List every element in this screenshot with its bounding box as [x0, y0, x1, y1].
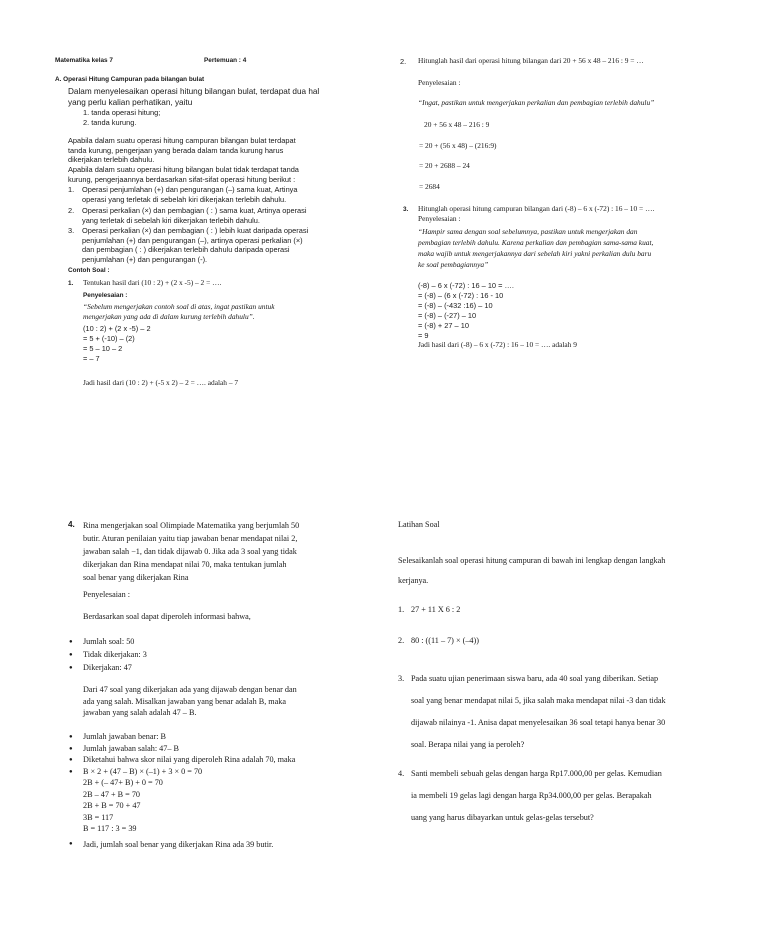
- step-line: = – 7: [83, 354, 100, 363]
- example-label: Contoh Soal :: [68, 267, 110, 274]
- intro-line: Selesaikanlah soal operasi hitung campuran di bawah ini lengkap dengan langkah: [398, 556, 666, 565]
- rule-line: Operasi perkalian (×) dan pembagian ( : ) sama kuat, Artinya operasi: [82, 206, 307, 215]
- example-2-number: 2.: [400, 57, 407, 66]
- exercise-title: Latihan Soal: [398, 520, 440, 529]
- exercise-number: 1.: [398, 605, 405, 614]
- example-2-question: Hitunglah hasil dari operasi hitung bilangan dari 20 + 56 x 48 – 216 : 9 = …: [418, 56, 644, 65]
- paragraph-line: Dari 47 soal yang dikerjakan ada yang dijawab dengan benar dan: [83, 685, 297, 694]
- rule-paragraph-2: [68, 165, 299, 184]
- question-line: soal benar yang dikerjakan Rina: [83, 573, 189, 582]
- step-line: = (-8) – (6 x (-72) : 16 - 10: [418, 291, 504, 300]
- example-2-solution-label: Penyelesaian :: [418, 78, 461, 87]
- example-2-note: “Ingat, pastikan untuk mengerjakan perkalian dan pembagian terlebih dahulu”: [418, 98, 655, 107]
- rule-para-line: kurung, pengerjaannya berdasarkan sifat-sifat operasi hitung berikut :: [68, 174, 296, 184]
- work-line: 3B = 117: [83, 812, 114, 822]
- rule-paragraph-1: [68, 136, 296, 165]
- exercise-item: [398, 605, 460, 614]
- question-line: jawaban salah −1, dan tidak dijawab 0. Jika ada 3 soal yang tidak: [83, 547, 297, 556]
- step-line: (-8) – 6 x (-72) : 16 – 10 = ….: [418, 281, 514, 290]
- exercise-line: Pada suatu ujian penerimaan siswa baru, ada 40 soal yang diberikan. Setiap: [411, 674, 659, 683]
- example-3-question: Hitunglah operasi hitung campuran bilangan dari (-8) – 6 x (-72) : 16 – 10 = ….: [418, 204, 655, 213]
- exercise-line: dijawab nilainya -1. Anisa dapat menyelesaikan 36 soal tetapi hanya benar 30: [411, 718, 666, 727]
- example-4-info-intro: Berdasarkan soal dapat diperoleh informasi bahwa,: [83, 612, 251, 621]
- intro-item: 2. tanda kurung.: [83, 118, 137, 127]
- note-line: “Hampir sama dengan soal sebelumnya, pastikan untuk mengerjakan dan: [418, 227, 638, 236]
- rule-number: 1.: [68, 185, 75, 194]
- intro-paragraph: [68, 86, 319, 108]
- work-line: 2B – 47 + B = 70: [83, 789, 141, 799]
- step-line: = 9: [418, 331, 429, 340]
- example-4-solution-label: Penyelesaian :: [83, 590, 131, 599]
- example-3-number: 3.: [403, 206, 409, 213]
- intro-line: Dalam menyelesaikan operasi hitung bilangan bulat, terdapat dua hal: [68, 87, 320, 96]
- rule-para-line: Apabila dalam suatu operasi hitung bilangan bulat tidak terdapat tanda: [68, 165, 299, 174]
- example-1-solution-label: Penyelesaian :: [83, 292, 128, 299]
- step-line: (10 : 2) + (2 x -5) – 2: [83, 324, 151, 333]
- exercise-line: 27 + 11 X 6 : 2: [411, 605, 461, 614]
- example-1-question: Tentukan hasil dari (10 : 2) + (2 x -5) – 2 = ….: [83, 278, 222, 287]
- rule-line: Operasi perkalian (×) dan pembagian ( : ) lebih kuat daripada operasi: [82, 226, 309, 235]
- exercise-line: 80 : ((11 – 7) × (–4)): [411, 636, 479, 645]
- step-line: = (-8) – (-27) – 10: [418, 311, 477, 320]
- rule-para-line: tanda kurung, pengerjaan yang berada dalam tanda kurung harus: [68, 145, 284, 155]
- rule-item: [68, 226, 308, 264]
- intro-item: 1. tanda operasi hitung;: [83, 108, 161, 117]
- example-3-note: [418, 226, 653, 270]
- example-4-conclusion: [83, 840, 273, 849]
- rule-line: penjumlahan (+) dan pengurangan (–), artinya operasi perkalian (×): [82, 235, 303, 245]
- example-2-step: = 20 + (56 x 48) – (216:9): [419, 141, 497, 150]
- exercise-line: uang yang harus dibayarkan untuk gelas-gelas tersebut?: [411, 813, 594, 822]
- exercise-number: 3.: [398, 674, 405, 683]
- exercise-item: [398, 636, 479, 645]
- header-subject: Matematika kelas 7: [55, 57, 113, 64]
- example-3-solution-label: Penyelesaian :: [418, 214, 461, 223]
- list-item: ● B × 2 + (47 – B) × (–1) + 3 × 0 = 70: [83, 766, 295, 778]
- list-item: ● Diketahui bahwa skor nilai yang diperoleh Rina adalah 70, maka: [83, 754, 295, 766]
- example-4-number: 4.: [68, 520, 75, 529]
- rule-number: 3.: [68, 226, 75, 235]
- example-4-paragraph: [83, 684, 297, 719]
- rule-line: yang terletak di sebelah kiri dikerjakan terlebih dahulu.: [82, 215, 260, 225]
- exercise-item: [398, 668, 666, 756]
- work-line: 2B + B = 70 + 47: [83, 801, 141, 810]
- rule-line: dan pembagian ( : ) dikerjakan terlebih dahulu daripada operasi: [82, 245, 290, 254]
- example-2-step: = 20 + 2688 – 24: [419, 161, 470, 170]
- exercise-line: soal. Berapa nilai yang ia peroleh?: [411, 740, 525, 749]
- list-item: ● Jumlah jawaban salah: 47– B: [83, 743, 295, 755]
- example-2-step: 20 + 56 x 48 – 216 : 9: [424, 120, 490, 129]
- paragraph-line: jawaban yang salah adalah 47 – B.: [83, 708, 197, 717]
- question-line: butir. Aturan penilaian yaitu tiap jawaban benar mendapat nilai 2,: [83, 534, 298, 543]
- note-line: ke soal pembagiannya”: [418, 260, 489, 269]
- example-3-answer: Jadi hasil dari (-8) – 6 x (-72) : 16 – 10 = …. adalah 9: [418, 340, 577, 349]
- rule-line: penjumlahan (+) dan pengurangan (-).: [82, 254, 208, 264]
- exercise-line: soal yang benar mendapat nilai 5, jika salah maka mendapat nilai -3 dan tidak: [411, 696, 666, 705]
- example-4-facts-2: [83, 731, 295, 777]
- exercise-line: Santi membeli sebuah gelas dengan harga Rp17.000,00 per gelas. Kemudian: [411, 769, 662, 778]
- list-item: ● Jumlah jawaban benar: B: [83, 731, 295, 743]
- example-2-step: = 2684: [419, 182, 440, 191]
- section-title: A. Operasi Hitung Campuran pada bilangan bulat: [55, 76, 205, 83]
- exercise-intro: [398, 551, 665, 591]
- rule-line: Operasi penjumlahan (+) dan pengurangan (–) sama kuat, Artinya: [82, 185, 298, 194]
- exercise-line: ia membeli 19 gelas lagi dengan harga Rp34.000,00 per gelas. Berapakah: [411, 791, 652, 800]
- paragraph-line: ada yang salah. Misalkan jawaban yang benar adalah B, maka: [83, 696, 287, 706]
- example-4-work: [83, 777, 163, 835]
- intro-line: kerjanya.: [398, 576, 429, 585]
- work-line: 2B + (– 47+ B) + 0 = 70: [83, 778, 163, 787]
- example-3-steps: [418, 281, 514, 341]
- rule-para-line: dikerjakan terlebih dahulu.: [68, 155, 155, 164]
- note-line: maka wajib untuk mengerjakannya dari sebelah kiri yakni perkalian dulu baru: [418, 249, 652, 258]
- rule-line: operasi yang terletak di sebelah kiri dikerjakan terlebih dahulu.: [82, 194, 287, 204]
- note-line: “Sebelum mengerjakan contoh soal di atas, ingat pastikan untuk: [83, 302, 275, 311]
- list-item: ● Dikerjakan: 47: [83, 661, 147, 674]
- note-line: mengerjakan yang ada di dalam kurung terlebih dahulu”.: [83, 312, 255, 321]
- example-1-number: 1.: [68, 280, 74, 287]
- list-item: ● Tidak dikerjakan: 3: [83, 648, 147, 661]
- example-4-facts: [83, 635, 147, 674]
- question-line: Rina mengerjakan soal Olimpiade Matematika yang berjumlah 50: [83, 521, 300, 530]
- rule-number: 2.: [68, 206, 75, 215]
- example-1-steps: [83, 324, 151, 364]
- example-1-answer: Jadi hasil dari (10 : 2) + (-5 x 2) – 2 = …. adalah – 7: [83, 378, 239, 387]
- exercise-number: 2.: [398, 636, 405, 645]
- exercise-number: 4.: [398, 769, 405, 778]
- rule-para-line: Apabila dalam suatu operasi hitung campuran bilangan bulat terdapat: [68, 136, 296, 145]
- work-line: B = 117 : 3 = 39: [83, 824, 137, 833]
- header-meeting: Pertemuan : 4: [204, 57, 247, 64]
- intro-line: yang perlu kalian perhatikan, yaitu: [68, 98, 193, 107]
- step-line: = 5 + (-10) – (2): [83, 334, 135, 343]
- step-line: = (-8) – (-432 :16) – 10: [418, 301, 493, 310]
- note-line: pembagian terlebih dahulu. Karena perkalian dan pembagian sama-sama kuat,: [418, 238, 654, 247]
- example-4-question: [83, 519, 299, 584]
- rule-item: [68, 206, 307, 225]
- step-line: = 5 – 10 – 2: [83, 344, 123, 353]
- step-line: = (-8) + 27 – 10: [418, 321, 469, 330]
- intro-list: [83, 108, 160, 128]
- exercise-item: [398, 763, 662, 829]
- example-1-note: [83, 302, 275, 322]
- question-line: dikerjakan dan Rina mendapat nilai 70, maka tentukan jumlah: [83, 560, 287, 569]
- rule-item: [68, 185, 297, 204]
- list-item: ● Jadi, jumlah soal benar yang dikerjakan Rina ada 39 butir.: [83, 840, 273, 849]
- list-item: ● Jumlah soal: 50: [83, 635, 147, 648]
